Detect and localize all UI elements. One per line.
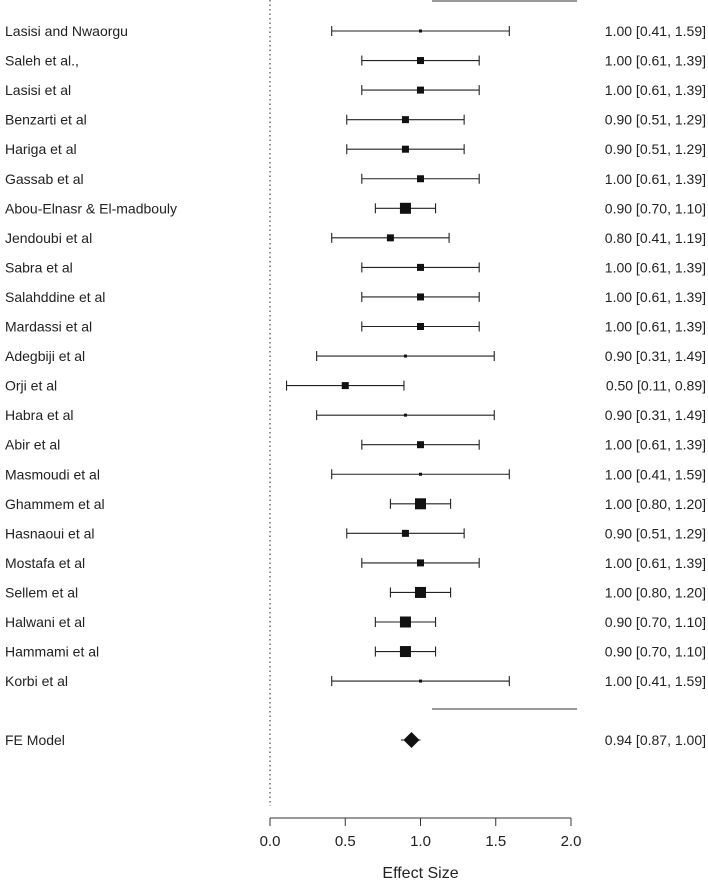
study-label: Hariga et al [5, 141, 77, 158]
point-estimate [417, 87, 424, 94]
estimate-text: 0.90 [0.51, 1.29] [604, 141, 706, 158]
x-axis-title: Effect Size [382, 865, 459, 881]
estimate-text: 1.00 [0.61, 1.39] [604, 170, 706, 187]
study-label: Lasisi et al [5, 82, 72, 99]
point-estimate [417, 559, 424, 566]
point-estimate [402, 116, 409, 123]
point-estimate [400, 617, 411, 628]
point-estimate [419, 30, 422, 33]
study-label: Benzarti et al [5, 111, 87, 128]
study-label: Adegbiji et al [5, 348, 86, 365]
point-estimate [402, 530, 409, 537]
study-label: Masmoudi et al [5, 466, 100, 483]
point-estimate [404, 355, 407, 358]
estimate-text: 1.00 [0.61, 1.39] [604, 259, 706, 276]
study-label: Sellem et al [5, 584, 79, 601]
estimate-text: 1.00 [0.61, 1.39] [604, 82, 706, 99]
estimate-text: 0.90 [0.31, 1.49] [604, 348, 706, 365]
summary-label: FE Model [5, 732, 65, 748]
study-label: Hasnaoui et al [5, 525, 95, 542]
study-label: Saleh et al., [5, 52, 79, 69]
study-label: Korbi et al [5, 673, 69, 690]
point-estimate [415, 498, 426, 509]
point-estimate [404, 414, 407, 417]
x-tick-label: 1.0 [410, 833, 431, 850]
estimate-text: 1.00 [0.41, 1.59] [604, 466, 706, 483]
study-label: Lasisi and Nwaorgu [5, 23, 128, 39]
estimate-text: 0.90 [0.31, 1.49] [604, 407, 706, 424]
study-label: Abou-Elnasr & El-madbouly [5, 200, 177, 217]
estimate-text: 0.50 [0.11, 0.89] [605, 377, 706, 394]
study-label: Hammami et al [5, 643, 100, 660]
estimate-text: 1.00 [0.61, 1.39] [604, 288, 706, 305]
x-tick-label: 2.0 [560, 833, 582, 850]
study-label: Habra et al [5, 407, 74, 424]
estimate-text: 0.80 [0.41, 1.19] [604, 229, 706, 246]
estimate-text: 0.90 [0.70, 1.10] [604, 200, 706, 217]
estimate-text: 1.00 [0.61, 1.39] [604, 52, 706, 69]
point-estimate [417, 175, 424, 182]
study-label: Ghammem et al [5, 495, 105, 512]
x-tick-label: 1.5 [485, 833, 507, 850]
estimate-text: 1.00 [0.41, 1.59] [604, 23, 706, 39]
point-estimate [417, 323, 424, 330]
estimate-text: 1.00 [0.61, 1.39] [604, 436, 706, 453]
summary-estimate-text: 0.94 [0.87, 1.00] [604, 732, 706, 748]
point-estimate [415, 587, 426, 598]
estimate-text: 1.00 [0.61, 1.39] [604, 318, 706, 335]
estimate-text: 0.90 [0.70, 1.10] [604, 614, 706, 630]
point-estimate [417, 264, 424, 271]
point-estimate [419, 680, 422, 683]
estimate-text: 1.00 [0.61, 1.39] [604, 554, 706, 571]
study-label: Sabra et al [5, 259, 73, 276]
study-label: Halwani et al [5, 614, 86, 630]
x-tick-label: 0.5 [334, 833, 356, 850]
estimate-text: 1.00 [0.80, 1.20] [604, 495, 706, 512]
estimate-text: 0.90 [0.51, 1.29] [604, 525, 706, 542]
estimate-text: 0.90 [0.51, 1.29] [604, 111, 706, 128]
point-estimate [400, 646, 411, 657]
study-label: Abir et al [5, 436, 61, 453]
summary-diamond [403, 732, 419, 748]
study-label: Jendoubi et al [5, 229, 93, 246]
estimate-text: 1.00 [0.41, 1.59] [604, 673, 706, 690]
point-estimate [417, 57, 424, 64]
point-estimate [419, 473, 422, 476]
study-label: Orji et al [5, 377, 58, 394]
study-label: Mardassi et al [5, 318, 93, 335]
point-estimate [417, 441, 424, 448]
estimate-text: 0.90 [0.70, 1.10] [604, 643, 706, 660]
point-estimate [400, 203, 411, 214]
study-label: Gassab et al [5, 170, 84, 187]
point-estimate [417, 293, 424, 300]
point-estimate [402, 146, 409, 153]
x-tick-label: 0.0 [259, 833, 281, 850]
study-label: Salahddine et al [5, 288, 106, 305]
point-estimate [387, 234, 394, 241]
point-estimate [342, 382, 349, 389]
study-label: Mostafa et al [5, 554, 86, 571]
estimate-text: 1.00 [0.80, 1.20] [604, 584, 706, 601]
